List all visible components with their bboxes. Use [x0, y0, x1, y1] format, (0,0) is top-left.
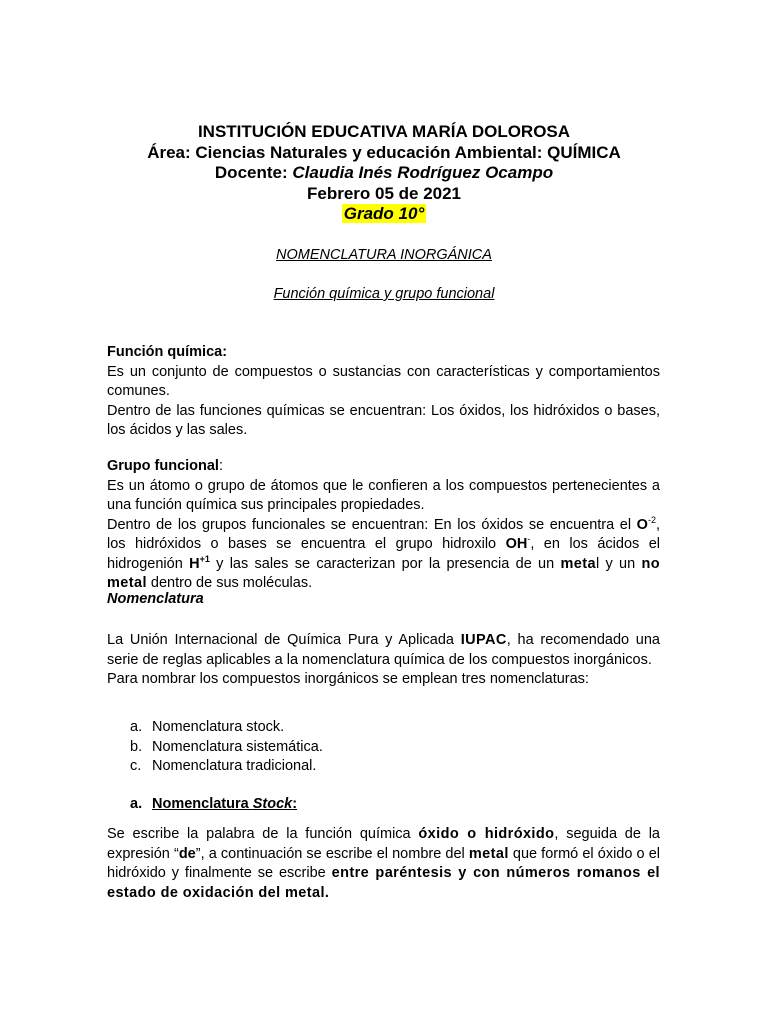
grupo-funcional-heading: Grupo funcional — [107, 458, 219, 474]
stock-text-d: que formó el óxido o el hidróxido y finalmente se escribe — [107, 845, 661, 881]
nomenclatura-intro: Para nombrar los compuestos inorgánicos se emplean tres nomenclaturas: — [107, 671, 589, 687]
grupo-funcional-definition: Es un átomo o grupo de átomos que le confieren a los compuestos pertenecientes a una función química sus principales propiedades. — [107, 477, 660, 513]
nomenclatura-iupac-paragraph — [107, 631, 660, 670]
list-item — [130, 718, 323, 738]
nom-text-a: La Unión Internacional de Química Pura y Aplicada — [107, 632, 461, 648]
area-label: Área: Ciencias Naturales y educación Ambiental — [147, 142, 537, 162]
teacher-line — [0, 163, 768, 184]
metal-word-2: metal — [107, 575, 147, 591]
gf-text-d: y las sales se caracterizan por la presencia de un — [209, 555, 561, 572]
stock-text-b: , seguida de la expresión “ — [107, 826, 661, 862]
nomenclatura-heading-block — [107, 590, 660, 610]
iupac-acronym: IUPAC — [460, 632, 507, 648]
hydroxyl-charge: - — [527, 534, 531, 545]
stock-marker: a. — [130, 796, 143, 812]
oxide-formula: O — [636, 516, 648, 533]
gf-text-c: , en los ácidos el hidrogenión — [107, 536, 660, 572]
document-header — [0, 122, 768, 225]
stock-text-a: Se escribe la palabra de la función química — [107, 826, 419, 842]
grupo-funcional-heading-line — [107, 457, 660, 477]
nomenclature-list — [130, 718, 323, 777]
no-word: no — [641, 555, 660, 572]
funcion-quimica-heading: Función química: — [107, 344, 228, 360]
stock-heading — [130, 796, 297, 812]
stock-text-c: ”, a continuación se escribe el nombre del — [195, 845, 469, 862]
funcion-quimica-definition: Es un conjunto de compuestos o sustancias con características y comportamientos comunes. — [107, 363, 660, 399]
grade-highlight: Grado 10° — [343, 204, 425, 223]
list-marker: b. — [130, 738, 143, 755]
stock-heading-label: Nomenclatura — [152, 796, 253, 812]
gf-text-b: , los hidróxidos o bases se encuentra el grupo hidroxilo — [107, 516, 660, 552]
stock-section — [107, 825, 660, 903]
oxido-hidroxido: óxido o hidróxido — [418, 826, 555, 842]
metal-word: meta — [560, 555, 596, 572]
funcion-quimica-list: Dentro de las funciones químicas se encuentran: Los óxidos, los hidróxidos o bases, los ácidos y las sales. — [107, 402, 660, 438]
section-subtitle: Función química y grupo funcional — [273, 286, 495, 302]
list-item — [130, 757, 323, 777]
grupo-funcional-section — [107, 457, 660, 594]
list-marker: a. — [130, 719, 143, 735]
area-line — [0, 143, 768, 164]
document-date: Febrero 05 de 2021 — [306, 183, 462, 203]
grupo-funcional-colon: : — [218, 458, 223, 474]
hydrogen-charge: +1 — [199, 553, 210, 564]
list-item-text: Nomenclatura sistemática. — [152, 738, 323, 755]
funcion-quimica-section — [107, 343, 660, 441]
list-item — [130, 738, 323, 758]
stock-rule-bold: entre paréntesis y con números romanos el estado de oxidación del metal. — [107, 865, 660, 901]
list-item-text: Nomenclatura stock. — [152, 719, 285, 735]
list-item-text: Nomenclatura tradicional. — [152, 758, 317, 774]
gf-text-a: Dentro de los grupos funcionales se encuentran: En los óxidos se encuentra el — [107, 516, 637, 533]
area-subject: : QUÍMICA — [536, 142, 621, 162]
section-title: NOMENCLATURA INORGÁNICA — [276, 247, 492, 263]
nomenclatura-section — [107, 631, 660, 690]
nomenclatura-heading: Nomenclatura — [107, 591, 204, 607]
stock-heading-text — [152, 796, 297, 812]
hydrogen-formula: H — [189, 555, 200, 572]
institution-name: INSTITUCIÓN EDUCATIVA MARÍA DOLOROSA — [197, 122, 571, 141]
hydroxyl-formula: OH — [505, 536, 528, 552]
teacher-label: Docente: — [214, 163, 293, 182]
de-word: de — [178, 845, 196, 862]
metal-word-3: metal — [468, 845, 509, 862]
stock-heading-italic: Stock — [252, 796, 293, 812]
list-marker: c. — [130, 758, 142, 774]
grupo-funcional-details — [107, 516, 660, 594]
stock-heading-colon: : — [292, 796, 298, 812]
nom-text-b: , ha recomendado una serie de reglas aplicables a la nomenclatura química de los compuestos inorgánicos. — [107, 632, 661, 668]
teacher-name: Claudia Inés Rodríguez Ocampo — [292, 163, 554, 182]
gf-text-f: dentro de sus moléculas. — [146, 575, 313, 591]
oxide-charge: -2 — [647, 514, 656, 525]
gf-text-e: l y un — [595, 555, 642, 572]
grade-line — [0, 204, 768, 225]
stock-paragraph — [107, 825, 660, 903]
